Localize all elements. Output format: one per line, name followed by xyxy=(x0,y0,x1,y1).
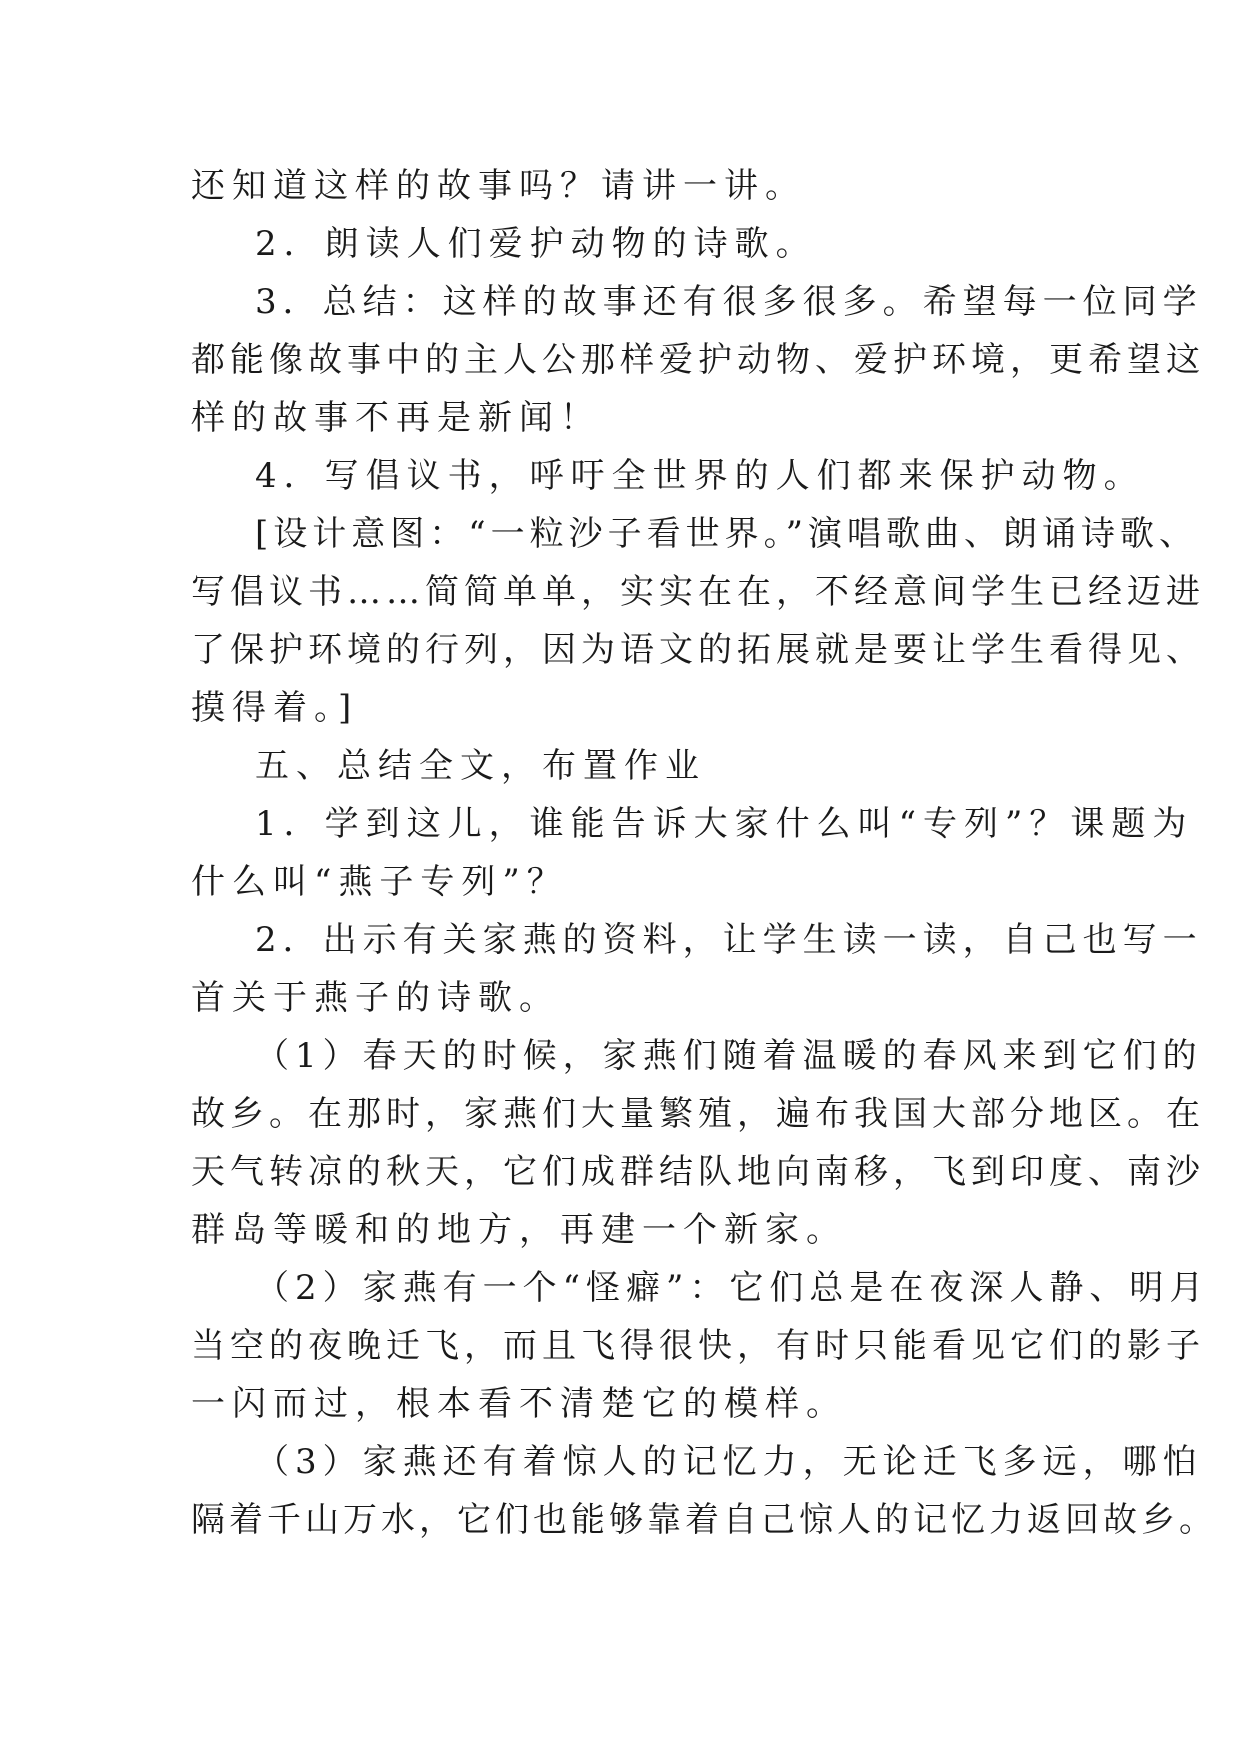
text-line: 隔着千山万水，它们也能够靠着自己惊人的记忆力返回故乡。 xyxy=(191,1500,1217,1540)
text-line: 写倡议书……简简单单，实实在在，不经意间学生已经迈进 xyxy=(191,572,1205,612)
section-heading: 五、总结全文，布置作业 xyxy=(255,746,706,786)
text-line: [设计意图：“一粒沙子看世界。”演唱歌曲、朗诵诗歌、 xyxy=(255,514,1199,554)
text-line: （1）春天的时候，家燕们随着温暖的春风来到它们的 xyxy=(255,1036,1203,1076)
text-line: 什么叫“燕子专列”？ xyxy=(191,862,568,902)
text-line: 当空的夜晚迁飞，而且飞得很快，有时只能看见它们的影子 xyxy=(191,1326,1205,1366)
text-line: 首关于燕子的诗歌。 xyxy=(191,978,560,1018)
text-line: 了保护环境的行列，因为语文的拓展就是要让学生看得见、 xyxy=(191,630,1205,670)
text-line: 2．朗读人们爱护动物的诗歌。 xyxy=(255,224,817,264)
text-line: 4．写倡议书，呼吁全世界的人们都来保护动物。 xyxy=(255,456,1145,496)
text-line: 样的故事不再是新闻！ xyxy=(191,398,601,438)
text-line: 2．出示有关家燕的资料，让学生读一读，自己也写一 xyxy=(255,920,1203,960)
text-line: （2）家燕有一个“怪癖”：它们总是在夜深人静、明月 xyxy=(255,1268,1210,1308)
text-line: 群岛等暖和的地方，再建一个新家。 xyxy=(191,1210,847,1250)
text-line: 还知道这样的故事吗？请讲一讲。 xyxy=(191,166,806,206)
text-line: （3）家燕还有着惊人的记忆力，无论迁飞多远，哪怕 xyxy=(255,1442,1203,1482)
text-line: 1．学到这儿，谁能告诉大家什么叫“专列”？课题为 xyxy=(255,804,1194,844)
text-line: 3．总结：这样的故事还有很多很多。希望每一位同学 xyxy=(255,282,1203,322)
text-line: 天气转凉的秋天，它们成群结队地向南移，飞到印度、南沙 xyxy=(191,1152,1205,1192)
text-line: 都能像故事中的主人公那样爱护动物、爱护环境，更希望这 xyxy=(191,340,1205,380)
text-line: 故乡。在那时，家燕们大量繁殖，遍布我国大部分地区。在 xyxy=(191,1094,1205,1134)
text-line: 一闪而过，根本看不清楚它的模样。 xyxy=(191,1384,847,1424)
text-line: 摸得着。] xyxy=(191,688,359,728)
